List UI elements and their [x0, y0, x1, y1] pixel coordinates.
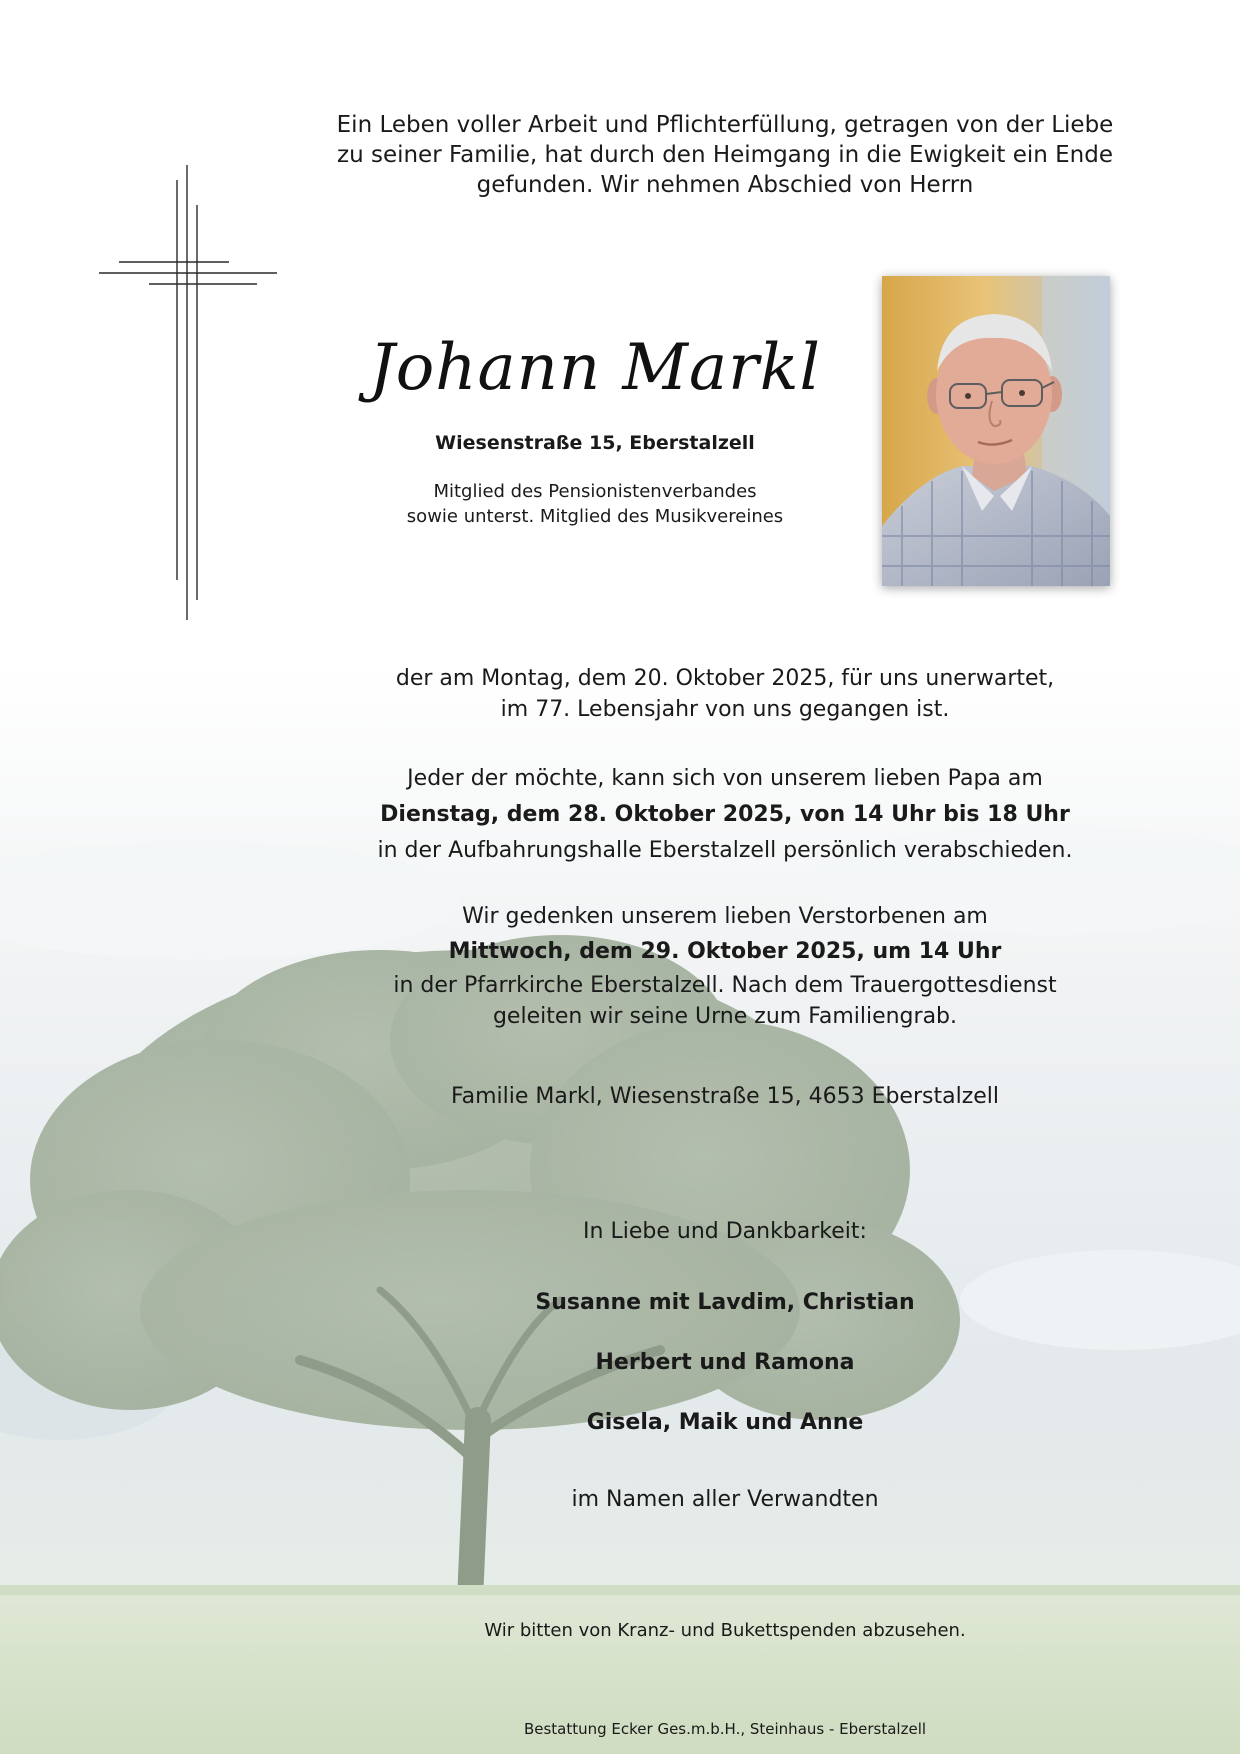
membership-line: Mitglied des Pensionistenverbandes	[433, 481, 757, 502]
memorial-line: in der Pfarrkirche Eberstalzell. Nach dem Trauergottesdienst	[393, 973, 1057, 998]
farewell-notice	[330, 761, 1120, 869]
family-address: Familie Markl, Wiesenstraße 15, 4653 Eberstalzell	[450, 1084, 999, 1109]
memorial-date: Mittwoch, dem 29. Oktober 2025, um 14 Uhr	[448, 939, 1002, 964]
deceased-name: Johann Markl	[369, 331, 821, 405]
death-line: der am Montag, dem 20. Oktober 2025, für uns unerwartet,	[395, 666, 1055, 691]
memorial-line: Wir gedenken unserem lieben Verstorbenen am	[462, 904, 988, 929]
donation-note: Wir bitten von Kranz- und Bukettspenden abzusehen.	[484, 1620, 966, 1641]
mourner-name: Herbert und Ramona	[595, 1350, 855, 1375]
deceased-address: Wiesenstraße 15, Eberstalzell	[435, 432, 755, 454]
intro-line: Ein Leben voller Arbeit und Pflichterfüllung, getragen von der Liebe	[336, 112, 1114, 138]
death-notice	[330, 663, 1120, 725]
farewell-line: in der Aufbahrungshalle Eberstalzell persönlich verabschieden.	[377, 838, 1073, 863]
funeral-home: Bestattung Ecker Ges.m.b.H., Steinhaus - Eberstalzell	[523, 1720, 927, 1738]
mourner-name: Gisela, Maik und Anne	[586, 1410, 864, 1435]
intro-line: zu seiner Familie, hat durch den Heimgang in die Ewigkeit ein Ende	[337, 142, 1113, 168]
memorial-notice	[330, 900, 1120, 1032]
membership-line: sowie unterst. Mitglied des Musikvereines	[406, 506, 784, 527]
mourners-heading: In Liebe und Dankbarkeit:	[583, 1219, 867, 1244]
farewell-line: Jeder der möchte, kann sich von unserem lieben Papa am	[407, 766, 1043, 791]
intro-line: gefunden. Wir nehmen Abschied von Herrn	[476, 172, 974, 198]
death-line: im 77. Lebensjahr von uns gegangen ist.	[500, 697, 950, 722]
mourners-closing: im Namen aller Verwandten	[571, 1487, 879, 1512]
cross-icon	[95, 160, 285, 625]
membership-text	[340, 479, 850, 529]
portrait-photo	[882, 276, 1110, 586]
intro-text	[320, 110, 1130, 200]
memorial-line: geleiten wir seine Urne zum Familiengrab.	[492, 1004, 958, 1029]
mourner-name: Susanne mit Lavdim, Christian	[535, 1290, 915, 1315]
farewell-date: Dienstag, dem 28. Oktober 2025, von 14 Uhr bis 18 Uhr	[380, 802, 1070, 827]
